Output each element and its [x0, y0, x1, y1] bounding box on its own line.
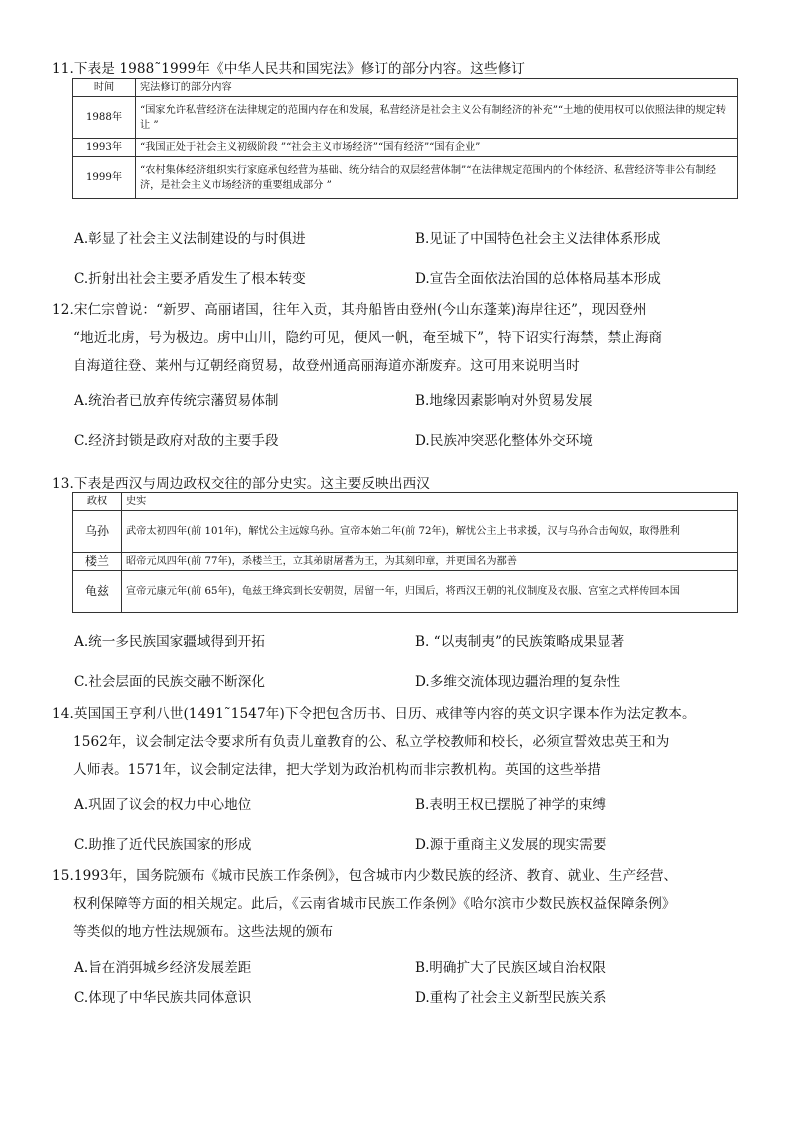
question-15-stem: [52, 862, 752, 946]
table-header-row: [73, 493, 738, 511]
question-12-stem: [52, 296, 742, 380]
question-13-stem: 13.下表是西汉与周边政权交往的部分史实。这主要反映出西汉: [52, 476, 430, 492]
stem-line: 等类似的地方性法规颁布。这些法规的颁布: [73, 924, 334, 940]
question-11-stem: 11.下表是 1988˜1999年《中华人民共和国宪法》修订的部分内容。这些修订: [52, 61, 525, 77]
table-header-cell: 政权: [73, 493, 122, 511]
table-row: [73, 571, 738, 613]
q13-option-c[interactable]: C.社会层面的民族交融不断深化: [74, 674, 265, 690]
table-row: [73, 97, 738, 139]
q11-option-b[interactable]: B.见证了中国特色社会主义法律体系形成: [415, 231, 661, 247]
stem-line: 人师表。1571年，议会制定法律，把大学划为政治机构而非宗教机构。英国的这些举措: [73, 762, 601, 778]
table-cell-content: “农村集体经济组织实行家庭承包经营为基础、统分结合的双层经营体制”“在法律规定范围内的个体经济、私营经济等非公有制经济，是社会主义市场经济的重要组成部分 ”: [136, 157, 738, 199]
table-row: [73, 139, 738, 157]
q14-option-d[interactable]: D.源于重商主义发展的现实需要: [415, 837, 607, 853]
stem-line: 权利保障等方面的相关规定。此后，《云南省城市民族工作条例》《哈尔滨市少数民族权益保障条例》: [73, 896, 676, 912]
table-cell-name: 龟兹: [73, 571, 122, 613]
q13-option-b[interactable]: B. “以夷制夷”的民族策略成果显著: [415, 634, 625, 650]
q14-option-a[interactable]: A.巩固了议会的权力中心地位: [74, 797, 252, 813]
q12-option-d[interactable]: D.民族冲突恶化整体外交环境: [415, 433, 593, 449]
q11-option-d[interactable]: D.宣告全面依法治国的总体格局基本形成: [415, 271, 661, 287]
table-header-cell: 时间: [73, 79, 136, 97]
q14-option-b[interactable]: B.表明王权已摆脱了神学的束缚: [415, 797, 607, 813]
q15-option-c[interactable]: C.体现了中华民族共同体意识: [74, 990, 252, 1006]
table-cell-content: 武帝太初四年(前 101年)，解忧公主远嫁乌孙。宣帝本始二年(前 72年)，解忧公主上书求援，汉与乌孙合击匈奴，取得胜利: [122, 511, 738, 553]
table-cell-year: 1988年: [73, 97, 136, 139]
q15-option-a[interactable]: A.旨在消弭城乡经济发展差距: [74, 960, 252, 976]
q15-option-b[interactable]: B.明确扩大了民族区域自治权限: [415, 960, 607, 976]
table-header-row: [73, 79, 738, 97]
stem-line: “地近北虏，号为极边。虏中山川，隐约可见，便风一帆，奄至城下”，特下诏实行海禁，禁止海商: [73, 330, 663, 346]
q12-option-b[interactable]: B.地缘因素影响对外贸易发展: [415, 393, 593, 409]
table-cell-content: 宣帝元康元年(前 65年)，龟兹王绛宾到长安朝贺，居留一年，归国后，将西汉王朝的礼仪制度及衣服、宫室之式样传回本国: [122, 571, 738, 613]
q14-option-c[interactable]: C.助推了近代民族国家的形成: [74, 837, 252, 853]
table-cell-year: 1993年: [73, 139, 136, 157]
stem-line: 15.1993年，国务院颁布《城市民族工作条例》，包含城市内少数民族的经济、教育、就业、生产经营、: [52, 868, 678, 884]
question-14-stem: [52, 700, 752, 784]
table-cell-content: “国家允许私营经济在法律规定的范围内存在和发展，私营经济是社会主义公有制经济的补充”“土地的使用权可以依照法律的规定转让 ”: [136, 97, 738, 139]
q11-table: [72, 78, 738, 199]
stem-line: 12.宋仁宗曾说：“新罗、高丽诸国，往年入贡，其舟船皆由登州(今山东蓬莱)海岸往还”，现因登州: [52, 302, 647, 318]
table-row: [73, 511, 738, 553]
stem-line: 自海道往登、莱州与辽朝经商贸易，故登州通高丽海道亦渐废弃。这可用来说明当时: [73, 358, 580, 374]
q11-option-a[interactable]: A.彰显了社会主义法制建设的与时俱进: [74, 231, 306, 247]
stem-line: 1562年，议会制定法令要求所有负责儿童教育的公、私立学校教师和校长，必须宣誓效忠英王和为: [73, 734, 670, 750]
q11-option-c[interactable]: C.折射出社会主要矛盾发生了根本转变: [74, 271, 306, 287]
q13-option-d[interactable]: D.多维交流体现边疆治理的复杂性: [415, 674, 621, 690]
table-cell-content: 昭帝元凤四年(前 77年)，杀楼兰王，立其弟尉屠耆为王，为其刻印章，并更国名为鄯善: [122, 553, 738, 571]
q13-option-a[interactable]: A.统一多民族国家疆域得到开拓: [74, 634, 265, 650]
table-header-cell: 宪法修订的部分内容: [136, 79, 738, 97]
table-row: [73, 157, 738, 199]
table-cell-year: 1999年: [73, 157, 136, 199]
table-row: [73, 553, 738, 571]
q12-option-c[interactable]: C.经济封锁是政府对敌的主要手段: [74, 433, 279, 449]
q15-option-d[interactable]: D.重构了社会主义新型民族关系: [415, 990, 607, 1006]
stem-line: 14.英国国王亨利八世(1491˜1547年)下令把包含历书、日历、戒律等内容的英文识字课本作为法定教本。: [52, 706, 696, 722]
q12-option-a[interactable]: A.统治者已放弃传统宗藩贸易体制: [74, 393, 279, 409]
q13-table: [72, 492, 738, 613]
table-header-cell: 史实: [122, 493, 738, 511]
table-cell-name: 楼兰: [73, 553, 122, 571]
table-cell-content: “我国正处于社会主义初级阶段 ”“社会主义市场经济”“国有经济”“国有企业”: [136, 139, 738, 157]
table-cell-name: 乌孙: [73, 511, 122, 553]
